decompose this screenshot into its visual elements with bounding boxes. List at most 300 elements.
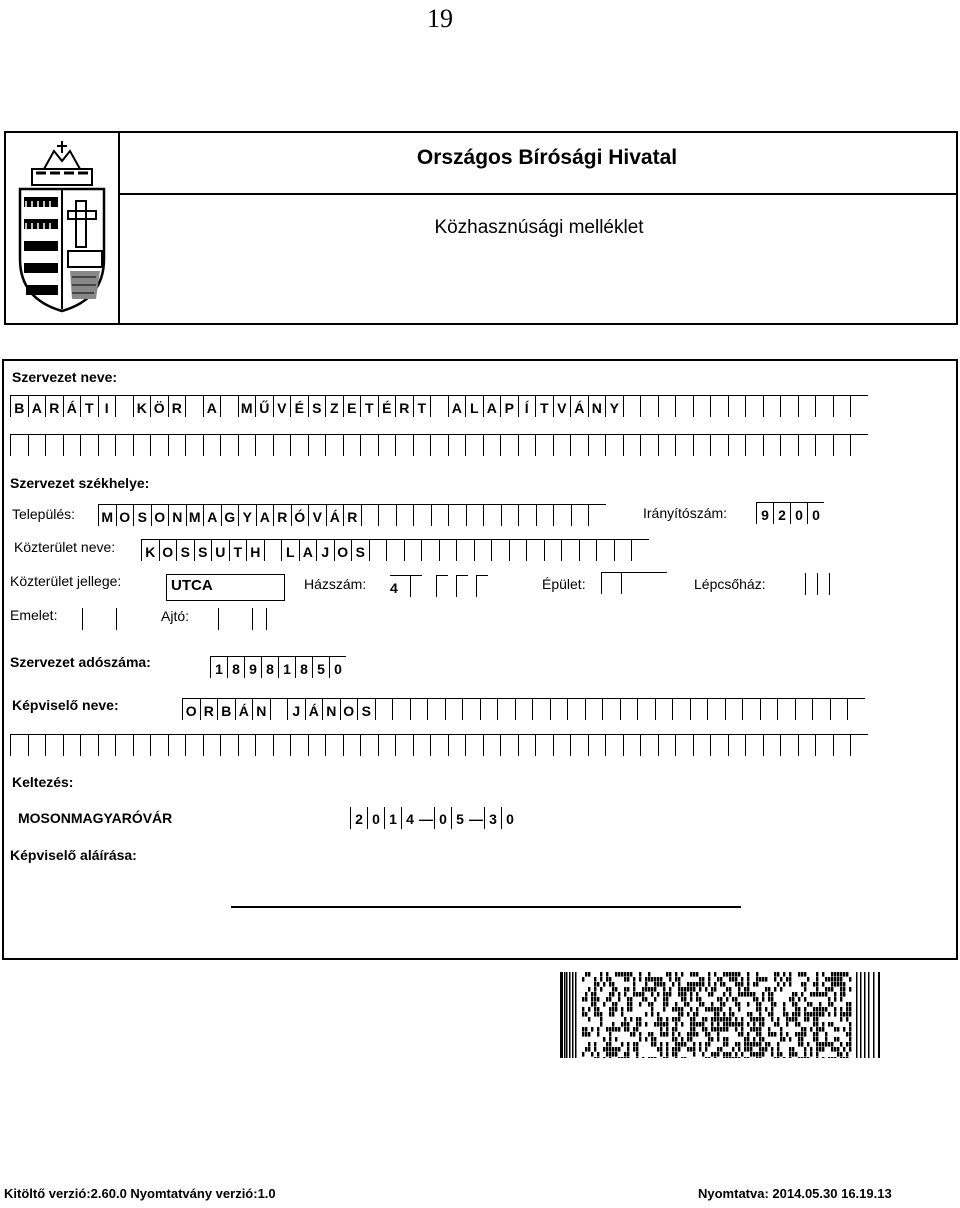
rep-name-line-1	[182, 698, 865, 720]
char-box: V	[308, 504, 326, 526]
char-box: 5	[312, 656, 329, 678]
char-box	[98, 734, 116, 756]
org-name-label: Szervezet neve:	[12, 369, 118, 385]
char-box: O	[340, 698, 358, 720]
char-box	[396, 504, 414, 526]
char-box: O	[151, 504, 169, 526]
char-box: R	[343, 504, 361, 526]
char-box	[532, 698, 550, 720]
char-box	[497, 698, 515, 720]
char-box	[150, 434, 168, 456]
char-box	[675, 395, 693, 417]
date-digit: 3	[484, 807, 501, 829]
char-box	[378, 734, 396, 756]
char-box	[491, 539, 509, 561]
dating-label: Keltezés:	[12, 774, 74, 790]
char-box	[518, 734, 536, 756]
seat-label: Szervezet székhelye:	[10, 475, 150, 491]
date-separator: —	[469, 811, 483, 827]
char-box	[710, 395, 728, 417]
char-box	[585, 698, 603, 720]
char-box	[395, 734, 413, 756]
signature-line	[231, 906, 741, 908]
char-box	[413, 734, 431, 756]
char-box	[185, 395, 203, 417]
char-box	[515, 698, 533, 720]
char-box	[115, 734, 133, 756]
char-box: M	[186, 504, 204, 526]
char-box	[360, 434, 378, 456]
house-no-field	[390, 575, 488, 597]
char-box: O	[159, 539, 177, 561]
char-box	[10, 434, 28, 456]
pdf417-barcode	[560, 972, 880, 1058]
char-box	[605, 734, 623, 756]
char-box	[658, 434, 676, 456]
page-number: 19	[427, 4, 453, 33]
char-box	[430, 434, 448, 456]
char-box: T	[229, 539, 247, 561]
char-box: A	[28, 395, 46, 417]
char-box	[567, 698, 585, 720]
dating-place: MOSONMAGYARÓVÁR	[18, 810, 173, 826]
char-box	[620, 698, 638, 720]
stairway-box	[817, 573, 829, 595]
char-box	[404, 539, 422, 561]
char-box: A	[299, 539, 317, 561]
char-box	[535, 734, 553, 756]
char-box	[325, 734, 343, 756]
char-box	[45, 434, 63, 456]
char-box	[830, 698, 848, 720]
char-box	[640, 734, 658, 756]
char-box	[553, 504, 571, 526]
char-box: 0	[807, 502, 824, 524]
char-box	[780, 434, 798, 456]
char-box	[168, 734, 186, 756]
char-box	[168, 434, 186, 456]
char-box: 8	[227, 656, 244, 678]
house-no-box	[436, 575, 448, 597]
char-box	[220, 734, 238, 756]
char-box	[185, 734, 203, 756]
char-box: 9	[756, 502, 773, 524]
floor-box	[116, 608, 128, 630]
char-box	[675, 734, 693, 756]
char-box	[693, 734, 711, 756]
char-box	[28, 734, 46, 756]
char-box	[501, 504, 519, 526]
char-box: Á	[326, 504, 344, 526]
char-box	[430, 734, 448, 756]
floor-field	[82, 608, 128, 630]
char-box: R	[200, 698, 218, 720]
char-box	[850, 395, 868, 417]
date-field	[350, 807, 518, 829]
char-box	[500, 734, 518, 756]
char-box	[553, 434, 571, 456]
char-box	[536, 504, 554, 526]
char-box	[63, 734, 81, 756]
char-box	[798, 734, 816, 756]
char-box	[462, 698, 480, 720]
char-box	[378, 504, 396, 526]
char-box	[710, 434, 728, 456]
char-box	[203, 734, 221, 756]
signature-label: Képviselő aláírása:	[10, 847, 137, 863]
char-box	[518, 504, 536, 526]
char-box	[561, 539, 579, 561]
char-box: T	[360, 395, 378, 417]
floor-box	[82, 608, 116, 630]
char-box: É	[290, 395, 308, 417]
char-box: S	[351, 539, 369, 561]
char-box: N	[168, 504, 186, 526]
char-box	[847, 698, 865, 720]
char-box	[386, 539, 404, 561]
char-box	[273, 434, 291, 456]
char-box: P	[500, 395, 518, 417]
char-box: É	[378, 395, 396, 417]
char-box: U	[211, 539, 229, 561]
house-no-box	[410, 575, 422, 597]
char-box	[10, 734, 28, 756]
char-box	[588, 504, 606, 526]
char-box: O	[182, 698, 200, 720]
char-box	[623, 434, 641, 456]
street-type-value: UTCA	[171, 577, 213, 594]
char-box: E	[343, 395, 361, 417]
door-box	[266, 608, 278, 630]
char-box	[693, 434, 711, 456]
char-box: B	[10, 395, 28, 417]
char-box	[480, 698, 498, 720]
char-box	[640, 395, 658, 417]
char-box	[742, 698, 760, 720]
char-box: 2	[773, 502, 790, 524]
char-box: T	[413, 395, 431, 417]
char-box	[571, 504, 589, 526]
char-box	[133, 734, 151, 756]
char-box	[850, 734, 868, 756]
char-box	[63, 434, 81, 456]
char-box	[763, 734, 781, 756]
char-box	[115, 434, 133, 456]
char-box: A	[448, 395, 466, 417]
char-box: O	[116, 504, 134, 526]
door-box	[218, 608, 252, 630]
rep-name-line-2	[10, 734, 868, 756]
door-label: Ajtó:	[161, 608, 190, 624]
char-box	[427, 698, 445, 720]
char-box: R	[45, 395, 63, 417]
char-box	[343, 734, 361, 756]
char-box	[395, 434, 413, 456]
char-box	[361, 504, 379, 526]
char-box	[588, 734, 606, 756]
char-box	[658, 734, 676, 756]
char-box	[745, 734, 763, 756]
char-box: R	[168, 395, 186, 417]
char-box	[815, 434, 833, 456]
char-box	[238, 434, 256, 456]
date-digit: 4	[401, 807, 418, 829]
char-box: T	[535, 395, 553, 417]
stairway-box	[829, 573, 841, 595]
char-box	[631, 539, 649, 561]
date-separator: —	[419, 811, 433, 827]
char-box	[850, 434, 868, 456]
char-box	[430, 395, 448, 417]
char-box	[264, 539, 282, 561]
door-field	[218, 608, 278, 630]
building-label: Épület:	[542, 576, 586, 592]
stairway-box	[805, 573, 817, 595]
char-box: S	[133, 504, 151, 526]
house-no-box	[456, 575, 468, 597]
char-box	[526, 539, 544, 561]
char-box	[623, 734, 641, 756]
char-box: S	[194, 539, 212, 561]
char-box	[570, 434, 588, 456]
char-box	[456, 539, 474, 561]
char-box: L	[465, 395, 483, 417]
char-box	[413, 434, 431, 456]
char-box	[483, 434, 501, 456]
char-box	[413, 504, 431, 526]
char-box: 0	[790, 502, 807, 524]
char-box: G	[221, 504, 239, 526]
char-box	[710, 734, 728, 756]
house-no-box	[476, 575, 488, 597]
char-box	[658, 395, 676, 417]
building-box	[621, 572, 641, 594]
char-box: 9	[244, 656, 261, 678]
char-box	[544, 539, 562, 561]
char-box: J	[316, 539, 334, 561]
house-no-label: Házszám:	[304, 576, 367, 592]
date-digit: 0	[501, 807, 518, 829]
char-box: V	[273, 395, 291, 417]
char-box: Ö	[150, 395, 168, 417]
date-digit: 2	[350, 807, 367, 829]
char-box	[270, 698, 288, 720]
char-box	[795, 698, 813, 720]
zip-field	[756, 502, 824, 524]
char-box	[707, 698, 725, 720]
char-box	[238, 734, 256, 756]
char-box	[431, 504, 449, 526]
building-box	[601, 572, 621, 594]
char-box: H	[246, 539, 264, 561]
char-box: 1	[210, 656, 227, 678]
char-box	[421, 539, 439, 561]
char-box	[675, 434, 693, 456]
char-box	[815, 395, 833, 417]
date-digit: 5	[451, 807, 468, 829]
char-box: V	[553, 395, 571, 417]
char-box: 1	[278, 656, 295, 678]
char-box: S	[357, 698, 375, 720]
rep-label: Képviselő neve:	[12, 697, 119, 713]
char-box	[570, 734, 588, 756]
char-box	[343, 434, 361, 456]
char-box	[115, 395, 133, 417]
char-box	[150, 734, 168, 756]
tax-field	[210, 656, 346, 678]
char-box	[185, 434, 203, 456]
char-box	[637, 698, 655, 720]
char-box: K	[141, 539, 159, 561]
char-box	[780, 734, 798, 756]
char-box	[550, 698, 568, 720]
char-box	[815, 734, 833, 756]
char-box: A	[256, 504, 274, 526]
char-box	[465, 734, 483, 756]
char-box: A	[203, 395, 221, 417]
char-box	[655, 698, 673, 720]
char-box: L	[281, 539, 299, 561]
street-label: Közterület neve:	[14, 539, 116, 555]
char-box: N	[588, 395, 606, 417]
char-box	[728, 434, 746, 456]
char-box	[465, 434, 483, 456]
char-box: Á	[570, 395, 588, 417]
building-box	[641, 572, 667, 594]
char-box: 0	[329, 656, 346, 678]
stairway-label: Lépcsőház:	[694, 576, 766, 592]
char-box: Z	[325, 395, 343, 417]
footer-printed: Nyomtatva: 2014.05.30 16.19.13	[698, 1186, 892, 1201]
char-box	[509, 539, 527, 561]
tax-label: Szervezet adószáma:	[10, 654, 151, 670]
char-box: N	[252, 698, 270, 720]
char-box: J	[287, 698, 305, 720]
char-box	[448, 434, 466, 456]
char-box	[812, 698, 830, 720]
char-box	[220, 434, 238, 456]
char-box	[745, 434, 763, 456]
char-box	[466, 504, 484, 526]
char-box	[28, 434, 46, 456]
emblem-cell	[6, 133, 120, 323]
document-header	[4, 131, 958, 325]
char-box	[535, 434, 553, 456]
char-box	[80, 734, 98, 756]
char-box	[833, 434, 851, 456]
char-box: Á	[63, 395, 81, 417]
char-box	[728, 395, 746, 417]
char-box	[360, 734, 378, 756]
char-box	[518, 434, 536, 456]
date-digit: 0	[367, 807, 384, 829]
stairway-field	[805, 573, 841, 595]
char-box	[614, 539, 632, 561]
char-box: K	[133, 395, 151, 417]
char-box: 8	[295, 656, 312, 678]
char-box	[255, 734, 273, 756]
char-box: Y	[605, 395, 623, 417]
date-digit: 1	[384, 807, 401, 829]
char-box	[290, 734, 308, 756]
char-box	[588, 434, 606, 456]
char-box: Ű	[255, 395, 273, 417]
char-box	[98, 434, 116, 456]
char-box	[553, 734, 571, 756]
door-box	[252, 608, 266, 630]
char-box	[640, 434, 658, 456]
char-box	[80, 434, 98, 456]
char-box	[439, 539, 457, 561]
char-box	[308, 734, 326, 756]
char-box: Á	[305, 698, 323, 720]
building-field	[601, 572, 667, 594]
char-box	[798, 395, 816, 417]
char-box: Y	[238, 504, 256, 526]
char-box	[760, 698, 778, 720]
char-box	[798, 434, 816, 456]
char-box	[725, 698, 743, 720]
char-box	[369, 539, 387, 561]
char-box	[483, 734, 501, 756]
house-no-value: 4	[390, 575, 410, 597]
char-box	[745, 395, 763, 417]
char-box: Á	[235, 698, 253, 720]
char-box: T	[80, 395, 98, 417]
char-box	[325, 434, 343, 456]
char-box	[45, 734, 63, 756]
char-box: S	[308, 395, 326, 417]
org-name-line-1	[10, 395, 868, 417]
char-box	[308, 434, 326, 456]
hungarian-coat-of-arms-icon	[14, 139, 110, 315]
char-box	[833, 395, 851, 417]
char-box	[448, 734, 466, 756]
char-box	[500, 434, 518, 456]
char-box: 8	[261, 656, 278, 678]
char-box: A	[203, 504, 221, 526]
char-box	[273, 734, 291, 756]
char-box	[290, 434, 308, 456]
char-box	[728, 734, 746, 756]
char-box: M	[98, 504, 116, 526]
zip-label: Irányítószám:	[643, 505, 728, 521]
char-box	[763, 434, 781, 456]
street-type-label: Közterület jellege:	[10, 573, 122, 589]
footer-version: Kitöltő verzió:2.60.0 Nyomtatvány verzió:1.0	[4, 1186, 276, 1201]
char-box	[483, 504, 501, 526]
char-box	[474, 539, 492, 561]
char-box: N	[322, 698, 340, 720]
char-box	[623, 395, 641, 417]
org-name-line-2	[10, 434, 868, 456]
char-box	[763, 395, 781, 417]
char-box	[777, 698, 795, 720]
floor-label: Emelet:	[10, 607, 58, 623]
char-box	[579, 539, 597, 561]
char-box	[375, 698, 393, 720]
char-box	[255, 434, 273, 456]
street-field	[141, 539, 649, 561]
header-title: Országos Bírósági Hivatal	[120, 133, 958, 195]
char-box: A	[483, 395, 501, 417]
char-box	[602, 698, 620, 720]
char-box: Í	[518, 395, 536, 417]
char-box	[445, 698, 463, 720]
char-box	[220, 395, 238, 417]
char-box	[410, 698, 428, 720]
char-box: S	[176, 539, 194, 561]
